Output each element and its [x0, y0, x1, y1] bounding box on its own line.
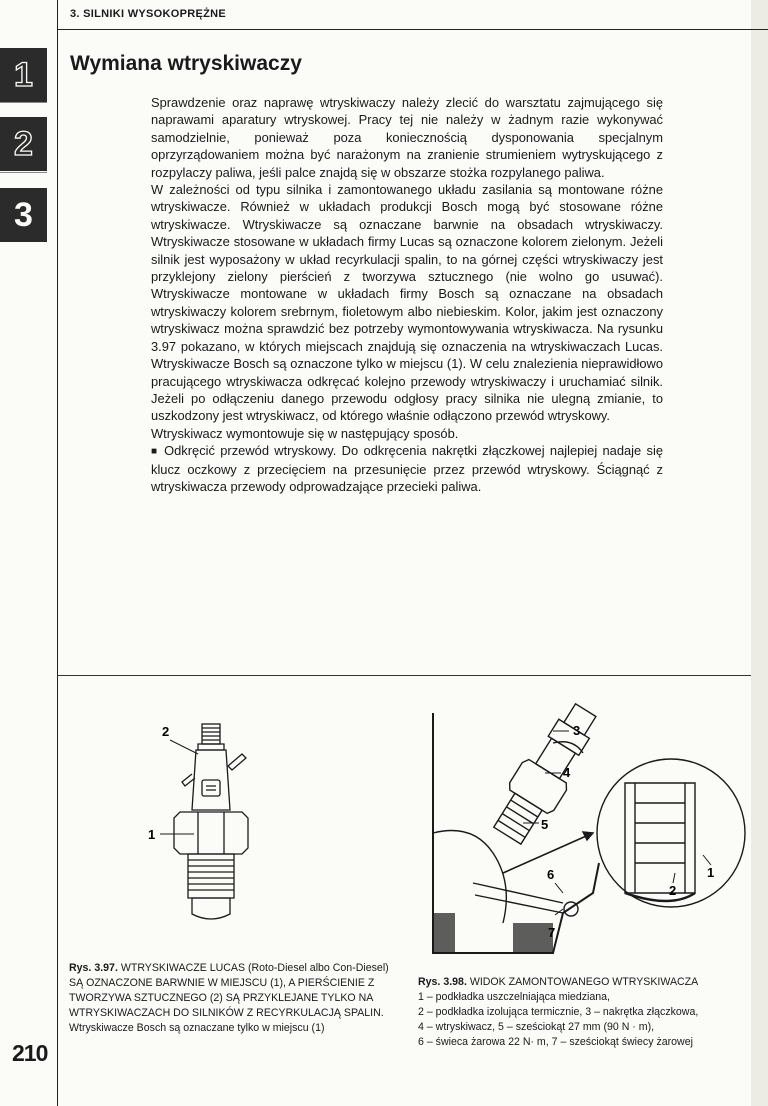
chapter-tab-2[interactable]: [0, 117, 47, 171]
legend-line: 6 – świeca żarowa 22 N· m, 7 – sześciokąt świecy żarowej: [418, 1036, 693, 1048]
step-item: [151, 442, 663, 495]
figure-98-caption: [418, 975, 751, 1050]
margin-rule: [57, 0, 58, 1106]
figure-label: Rys. 3.97.: [69, 962, 118, 974]
tab-divider: [0, 172, 47, 173]
figure-label: Rys. 3.98.: [418, 976, 467, 988]
caption-text: WTRYSKIWACZE LUCAS (Roto-Diesel albo Con-Diesel) SĄ OZNACZONE BARWNIE W MIEJSCU (1), A PIERŚCIENIE Z TWORZYWA SZTUCZNEGO (2) SĄ PRZYKLEJANE TYLKO NA WTRYSKIWACZACH DO SILNIKÓW Z RECYRKULACJĄ SPALIN. Wtryskiwacze Bosch są oznaczane tylko w miejscu (1): [69, 962, 389, 1034]
chapter-tab-label: 3: [14, 195, 33, 234]
callout-5: 5: [541, 817, 549, 832]
callout-2: 2: [669, 883, 677, 898]
chapter-tab-label: 2: [14, 124, 33, 163]
callout-1: 1: [707, 865, 715, 880]
figure-98-mounted-injector-drawing: [403, 683, 751, 961]
figure-97-injector-drawing: [140, 716, 280, 950]
page-number: 210: [12, 1040, 48, 1066]
section-rule: [57, 675, 751, 676]
legend-line: 1 – podkładka uszczelniająca miedziana,: [418, 991, 610, 1003]
paragraph: Wtryskiwacz wymontowuje się w następujący sposób.: [151, 425, 459, 441]
page-edge: [751, 0, 768, 1106]
figure-97-caption: [69, 961, 399, 1036]
tab-divider: [0, 102, 47, 103]
legend-line: 4 – wtryskiwacz, 5 – sześciokąt 27 mm (90 N · m),: [418, 1021, 655, 1033]
paragraph: Sprawdzenie oraz naprawę wtryskiwaczy należy zlecić do warsztatu zajmującego się naprawami aparatury wtryskowej. Pracy tej nie należy w żadnym razie wykonywać samodzielnie, ponieważ poza koniecznością dysponowania specjalnym oprzyrządowaniem można być narażonym na zranienie strumieniem wytryskującego z rozpylaczy paliwa, jeśli palce znajdą się w obszarze stożka rozpylanego paliwa.: [151, 95, 663, 180]
callout-7: 7: [548, 925, 556, 940]
step-text: Odkręcić przewód wtryskowy. Do odkręcenia nakrętki złączkowej najlepiej nadaje się klucz oczkowy z przecięciem na przesunięcie przez przewód wtryskowy. Ściągnąć z wtryskiwacza przewody odprowadzające przecieki paliwa.: [151, 443, 663, 494]
chapter-tab-3-active[interactable]: [0, 188, 47, 242]
body-text: [151, 94, 663, 495]
callout-3: 3: [573, 723, 581, 738]
running-header: 3. SILNIKI WYSOKOPRĘŻNE: [70, 8, 227, 20]
callout-4: 4: [563, 765, 571, 780]
figure-title: WIDOK ZAMONTOWANEGO WTRYSKIWACZA: [469, 976, 699, 988]
header-rule: [57, 29, 768, 30]
chapter-tab-1[interactable]: [0, 48, 47, 102]
chapter-tab-label: 1: [14, 55, 33, 94]
callout-6: 6: [547, 867, 555, 882]
paragraph: W zależności od typu silnika i zamontowanego układu zasilania są montowane różne wtryskiwacze. Również w układach produkcji Bosch mogą być stosowane różne wtryskiwacze. Wtryskiwacze są oznaczane barwnie na obsadach wtryskiwaczy. Wtryskiwacze stosowane w układach firmy Lucas są oznaczone kolorem zielonym. Jeżeli silnik jest wyposażony w układ recyrkulacji spalin, to na górnej części wtryskiwaczy jest przyklejony zielony pierścień z tworzywa sztucznego (nie wolno go usuwać). Wtryskiwacze montowane w układach firmy Bosch są oznaczane na obsadach wtryskiwaczy kolorem srebrnym, fioletowym albo niebieskim. Kolor, jakim jest oznaczony wtryskiwacz można sprawdzić bez potrzeby wymontowywania wtryskiwacza. Na rysunku 3.97 pokazano, w których miejscach znajdują się oznaczenia na wtryskiwaczach Lucas. Wtryskiwacze Bosch są oznaczone tylko w miejscu (1). W celu znalezienia nieprawidłowo pracującego wtryskiwacza odkręcać kolejno przewody wtryskiwaczy i uruchamiać silnik. Jeżeli po odłączeniu danego przewodu odgłosy pracy silnika nie ulegną zmianie, to uszkodzony jest wtryskiwacz, od którego właśnie odłączono przewód wtryskowy.: [151, 182, 663, 424]
callout-2: 2: [162, 724, 170, 739]
legend-line: 2 – podkładka izolująca termicznie, 3 – nakrętka złączkowa,: [418, 1006, 699, 1018]
callout-1: 1: [148, 827, 156, 842]
page-title: Wymiana wtryskiwaczy: [70, 52, 302, 75]
bullet-icon: ■: [151, 446, 159, 458]
